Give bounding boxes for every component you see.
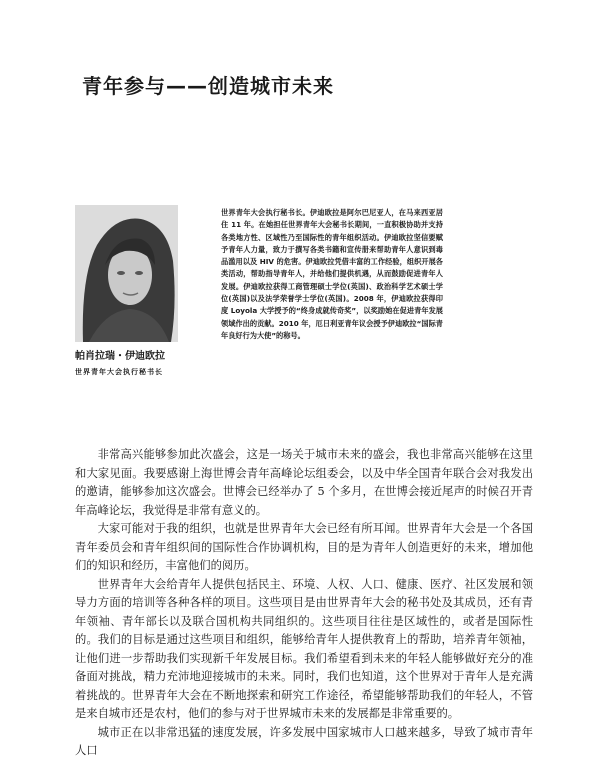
speaker-photo bbox=[75, 205, 178, 342]
speaker-role: 世界青年大会执行秘书长 bbox=[75, 368, 163, 376]
speaker-name: 帕肖拉瑞・伊迪欧拉 bbox=[75, 351, 165, 362]
article-title: 青年参与——创造城市未来 bbox=[82, 74, 334, 98]
body-paragraph-1: 非常高兴能够参加此次盛会，这是一场关于城市未来的盛会，我也非常高兴能够在这里和大家见面。我要感谢上海世博会青年高峰论坛组委会，以及中华全国青年联合会对我发出的邀请，能够参加这次盛会。世博会已经举办了 5 个多月，在世博会接近尾声的时候召开青年高峰论坛，我觉得是非常有意义的。 bbox=[75, 448, 533, 517]
body-paragraph-2: 大家可能对于我的组织，也就是世界青年大会已经有所耳闻。世界青年大会是一个各国青年委员会和青年组织间的国际性合作协调机构，目的是为青年人创造更好的未来，增加他们的知识和经历，丰富他们的阅历。 bbox=[75, 522, 533, 572]
body-paragraph-3: 世界青年大会给青年人提供包括民主、环境、人权、人口、健康、医疗、社区发展和领导力方面的培训等各种各样的项目。这些项目是由世界青年大会的秘书处及其成员，还有青年领袖、青年部长以及联合国机构共同组织的。这些项目往往是区域性的，或者是国际性的。我们的目标是通过这些项目和组织，能够给青年人提供教育上的帮助，培养青年领袖，让他们进一步帮助我们实现新千年发展目标。我们希望看到未来的年轻人能够做好充分的准备面对挑战，精力充沛地迎接城市的未来。同时，我们也知道，这个世界对于青年人是充满着挑战的。世界青年大会在不断地探索和研究工作途径，希望能够帮助我们的年轻人，不管是来自城市还是农村，他们的参与对于世界城市未来的发展都是非常重要的。 bbox=[75, 577, 533, 720]
speaker-portrait-image bbox=[75, 205, 178, 342]
body-paragraph-4: 城市正在以非常迅猛的速度发展，许多发展中国家城市人口越来越多，导致了城市青年人口 bbox=[75, 725, 533, 757]
speaker-bio: 世界青年大会执行秘书长。伊迪欧拉是阿尔巴尼亚人，在马来西亚居住 11 年。在她担任世界青年大会秘书长期间，一直积极协助并支持各类地方性、区域性乃至国际性的青年组织活动。伊迪欧拉坚信要赋予青年人力量，致力于撰写各类书籍和宣传册来帮助青年人意识到毒品滥用以及 HIV 的危害。伊迪欧拉凭借丰富的工作经验，组织开展各类活动，帮助指导青年人，并给他们提供机遇，从而鼓励促进青年人发展。伊迪欧拉获得工商管理硕士学位(英国)、政治科学艺术硕士学位(英国)以及法学荣誉学士学位(英国)。2008 年，伊迪欧拉获得印度 Loyola 大学授予的“终身成就传奇奖”，以奖励她在促进青年发展领域作出的贡献。2010 年，厄日利亚青年议会授予伊迪欧拉“国际青年良好行为大使”的称号。 bbox=[221, 208, 443, 340]
article-body bbox=[75, 446, 533, 761]
